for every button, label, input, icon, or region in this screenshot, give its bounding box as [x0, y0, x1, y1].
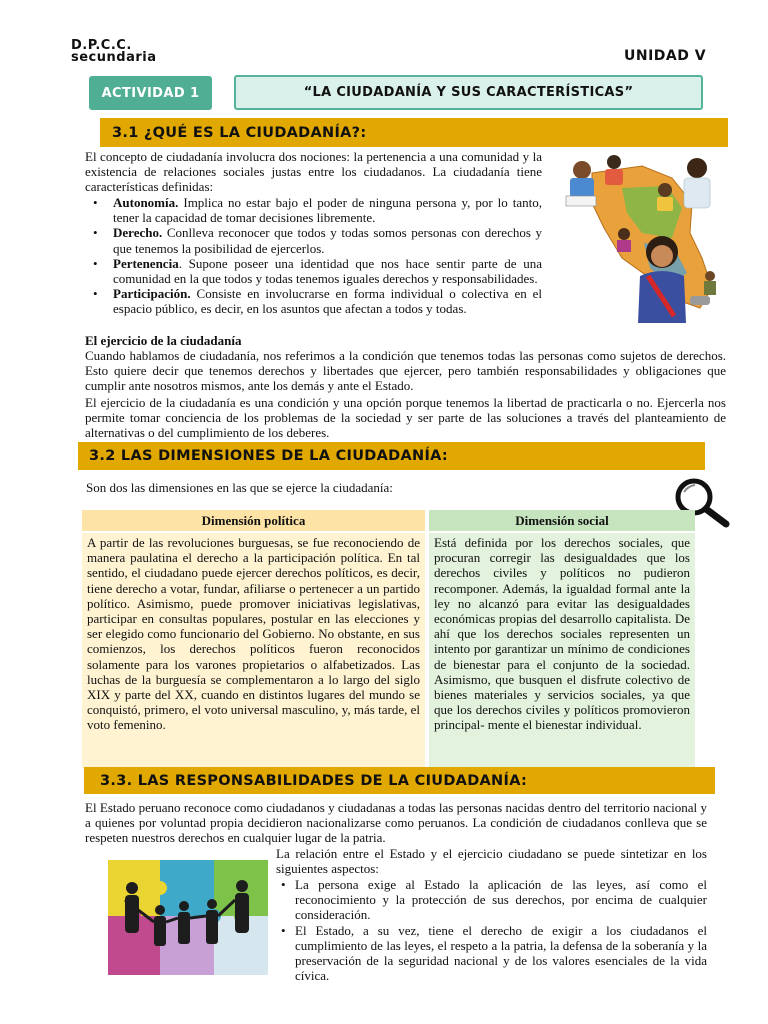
peru-map-illustration: [562, 148, 724, 328]
characteristic-item: • Autonomía. Implica no estar bajo el poder de ninguna persona y, por lo tanto, tener la capacidad de tomar decisiones libremente.: [85, 195, 542, 225]
section3-heading: 3.3. LAS RESPONSABILIDADES DE LA CIUDADANÍA:: [84, 767, 715, 794]
unit-label: UNIDAD V: [624, 48, 707, 64]
exercise-paragraph-1: Cuando hablamos de ciudadanía, nos referimos a la condición que tenemos todas las personas como sujetos de derechos. Esto quiere decir que tenemos derechos y libertades que ejercer, pero también responsabilidades y obligaciones que cumplir ante nosotros mismos, ante los demás y ante el Estado.: [85, 348, 726, 394]
section3-intro: El Estado peruano reconoce como ciudadanos y ciudadanas a todas las personas nacidas dentro del territorio nacional y a quienes por voluntad propia decidieron nacionalizarse como peruanos. La condición de ciudadanos conlleva que se respeten nuestros derechos en cualquier lugar de la patria.: [85, 800, 707, 846]
exercise-title: El ejercicio de la ciudadanía: [85, 333, 242, 348]
activity-title: “LA CIUDADANÍA Y SUS CARACTERÍSTICAS”: [234, 75, 703, 110]
header-org: [71, 40, 157, 64]
characteristic-item: • Derecho. Conlleva reconocer que todos y todas somos personas con derechos y que tenemos la posibilidad de ejercerlos.: [85, 225, 542, 255]
puzzle-people-illustration: [108, 860, 268, 975]
political-dimension-text: A partir de las revoluciones burguesas, se fue reconociendo de manera paulatina el derecho a la participación política. En tal sentido, el ciudadano puede ejercer derechos políticos, es decir, tiene derecho a votar, fundar, afiliarse o pertenecer a un partido político. Asimismo, puede promover iniciativas legislativas, participar en consultas populares, postular en las elecciones y ser elegido como funcionario del Gobierno. No obstante, en sus comienzos, los derechos políticos fueron reconocidos solamente para los varones propietarios o alfabetizados. Las luchas de la burguesía se complementaron a lo largo del siglo XIX y parte del XX, cuando en distintos lugares del mundo se conquistó, primero, el voto universal masculino, y, más tarde, el voto femenino.: [82, 533, 425, 768]
social-dimension-header: Dimensión social: [429, 510, 695, 531]
section1-intro: El concepto de ciudadanía involucra dos nociones: la pertenencia a una comunidad y la existencia de relaciones sociales justas entre los ciudadanos. La ciudadanía tiene características definidas:: [85, 149, 542, 195]
section1-heading: 3.1 ¿QUÉ ES LA CIUDADANÍA?:: [100, 118, 728, 147]
dimensions-table: [82, 510, 696, 768]
aspects-list: [276, 877, 707, 983]
header-org-line1: D.P.C.C.: [71, 38, 132, 53]
section2-intro: Son dos las dimensiones en las que se ejerce la ciudadanía:: [86, 480, 393, 495]
characteristics-list: [85, 195, 542, 317]
activity-badge: ACTIVIDAD 1: [89, 76, 212, 110]
aspect-item: • El Estado, a su vez, tiene el derecho de exigir a los ciudadanos el cumplimiento de las leyes, el respeto a la patria, la defensa de la soberanía y la preservación de la seguridad nacional y de los valores esenciales de la vida cívica.: [276, 923, 707, 984]
political-dimension-header: Dimensión política: [82, 510, 425, 531]
aspect-item: • La persona exige al Estado la aplicación de las leyes, así como el reconocimiento y la protección de sus derechos, por encima de cualquier consideración.: [276, 877, 707, 923]
section2-heading: 3.2 LAS DIMENSIONES DE LA CIUDADANÍA:: [78, 442, 705, 470]
header-org-line2: secundaria: [71, 50, 157, 65]
state-relation-text: La relación entre el Estado y el ejercicio ciudadano se puede sintetizar en los siguientes aspectos:: [276, 846, 707, 877]
characteristic-item: • Pertenencia. Supone poseer una identidad que nos hace sentir parte de una comunidad en la que todos y todas tenemos iguales derechos y responsabilidades.: [85, 256, 542, 286]
exercise-paragraph-2: El ejercicio de la ciudadanía es una condición y una opción porque tenemos la libertad de practicarla o no. Ejercerla nos permite tomar conciencia de los problemas de la sociedad y ser parte de las soluciones a través del planteamiento de alternativas o del cumplimiento de los deberes.: [85, 395, 726, 441]
characteristic-item: • Participación. Consiste en involucrarse en forma individual o colectiva en el espacio público, es decir, en los asuntos que afectan a todos y todas.: [85, 286, 542, 316]
social-dimension-text: Está definida por los derechos sociales, que procuran corregir las desigualdades que los derechos civiles y políticos no pudieron recomponer. Además, la igualdad formal ante la ley no alcanzó para evitar las desigualdades económicas propias del desarrollo capitalista. De ahí que los derechos sociales representen un intento por garantizar un mínimo de condiciones de bienestar para el conjunto de la sociedad. Asimismo, que busquen el disfrute colectivo de bienes materiales y servicios sociales, ya que que los derechos civiles y políticos promovieron principal- mente el bienestar individual.: [429, 533, 695, 768]
